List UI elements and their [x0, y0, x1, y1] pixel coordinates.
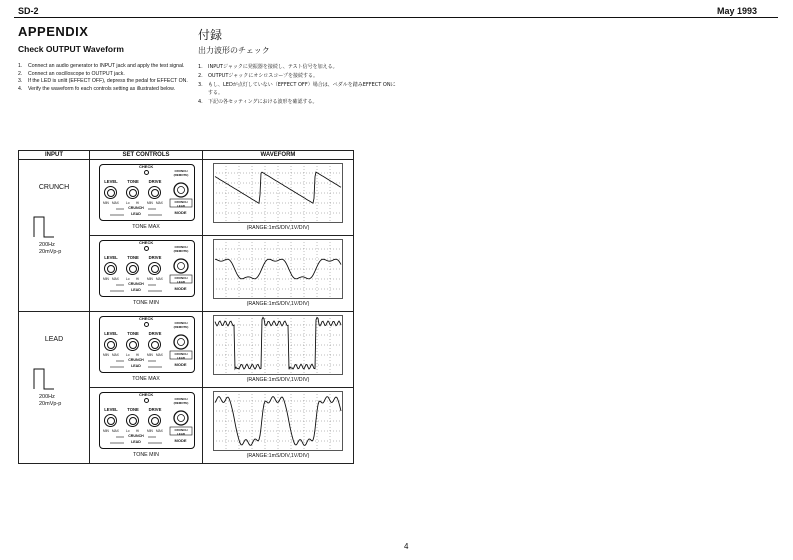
check-label: CHECK	[139, 316, 154, 321]
crunch-bracket-label: CRUNCH	[128, 282, 144, 286]
range-caption: (RANGE:1mS/DIV,1V/DIV)	[246, 301, 310, 307]
tone-hi: Hi	[136, 429, 140, 433]
section-title: Check OUTPUT Waveform	[18, 44, 124, 54]
tone-lo: Lo	[126, 353, 130, 357]
steps-jp	[198, 63, 398, 107]
drive-min: MIN	[147, 277, 153, 281]
crunch-bracket-label: CRUNCH	[128, 358, 144, 362]
header-doc-id: SD-2	[18, 6, 39, 16]
level-label: LEVEL	[104, 179, 118, 184]
step-item-jp: 3. もし、LEDが点灯していない（EFFECT OFF）場合は、ペダルを踏みEFFECT ONにする。	[198, 82, 396, 96]
mode-option-crunch: CRUNCH	[174, 428, 188, 432]
controls-caption: TONE MAX	[132, 376, 160, 382]
drive-min: MIN	[147, 429, 153, 433]
col-header-controls: SET CONTROLS	[90, 151, 203, 160]
step-item-jp: 4. 下記の各セッティングにおける波形を確認する。	[198, 99, 318, 105]
control-panel	[99, 164, 195, 221]
step-item-jp: 2. OUTPUTジャックにオシロスコープを接続する。	[198, 73, 319, 79]
range-caption: (RANGE:1mS/DIV,1V/DIV)	[246, 377, 310, 383]
tone-label: TONE	[127, 407, 139, 412]
col-header-waveform: WAVEFORM	[203, 151, 354, 160]
waveform-cell	[203, 312, 354, 388]
tone-lo: Lo	[126, 429, 130, 433]
page-title: APPENDIX	[18, 24, 89, 39]
page-number: 4	[404, 542, 409, 551]
check-label: CHECK	[139, 392, 154, 397]
mode-label: MODE	[174, 210, 187, 215]
step-item: 3. If the LED is unlit (EFFECT OFF), depress the pedal for EFFECT ON.	[18, 78, 188, 85]
controls-cell	[90, 236, 203, 312]
tone-label: TONE	[127, 331, 139, 336]
step-item: 2. Connect an oscilloscope to OUTPUT jack.	[18, 70, 125, 77]
control-panel	[99, 240, 195, 297]
level-min: MIN	[103, 353, 109, 357]
col-header-input: INPUT	[19, 151, 90, 160]
lead-bracket-label: LEAD	[131, 288, 141, 292]
step-item-jp: 1. INPUTジャックに発振器を接続し、テスト信号を加える。	[198, 64, 338, 70]
level-max: MAX	[112, 429, 119, 433]
control-panel	[99, 392, 195, 449]
tone-hi: Hi	[136, 277, 140, 281]
tone-hi: Hi	[136, 201, 140, 205]
tone-hi: Hi	[136, 353, 140, 357]
level-min: MIN	[103, 277, 109, 281]
controls-cell	[90, 312, 203, 388]
drive-min: MIN	[147, 353, 153, 357]
level-label: LEVEL	[104, 407, 118, 412]
level-min: MIN	[103, 201, 109, 205]
steps-en	[18, 63, 188, 93]
mode-crunch-remote: CRUNCH (REMOTE)	[173, 169, 189, 177]
drive-max: MAX	[156, 201, 163, 205]
mode-crunch-remote: CRUNCH (REMOTE)	[173, 397, 189, 405]
tone-lo: Lo	[126, 277, 130, 281]
controls-cell	[90, 160, 203, 236]
oscilloscope-trace	[213, 163, 343, 223]
controls-caption: TONE MAX	[132, 224, 160, 230]
square-wave-icon	[33, 368, 55, 390]
input-signal: 200Hz 20mVp-p	[39, 394, 62, 407]
header-date: May 1993	[717, 6, 758, 16]
section-title-jp: 出力波形のチェック	[198, 46, 270, 55]
waveform-cell	[203, 388, 354, 464]
controls-cell	[90, 388, 203, 464]
mode-label: MODE	[174, 286, 187, 291]
crunch-bracket-label: CRUNCH	[128, 434, 144, 438]
waveform-cell	[203, 236, 354, 312]
control-panel	[99, 316, 195, 373]
mode-crunch-remote: CRUNCH (REMOTE)	[173, 245, 189, 253]
mode-option-lead: LEAD	[176, 204, 186, 208]
oscilloscope-trace	[213, 315, 343, 375]
level-min: MIN	[103, 429, 109, 433]
mode-label: MODE	[174, 362, 187, 367]
input-cell-crunch	[19, 160, 90, 312]
check-label: CHECK	[139, 240, 154, 245]
tone-lo: Lo	[126, 201, 130, 205]
input-signal: 200Hz 20mVp-p	[39, 242, 62, 255]
level-max: MAX	[112, 353, 119, 357]
lead-bracket-label: LEAD	[131, 364, 141, 368]
range-caption: (RANGE:1mS/DIV,1V/DIV)	[246, 453, 310, 459]
drive-label: DRIVE	[148, 407, 162, 412]
input-label: LEAD	[44, 336, 64, 343]
square-wave-icon	[33, 216, 55, 238]
waveform-line	[215, 317, 341, 369]
level-max: MAX	[112, 201, 119, 205]
drive-label: DRIVE	[148, 255, 162, 260]
waveform-table	[18, 150, 354, 464]
drive-max: MAX	[156, 353, 163, 357]
input-label: CRUNCH	[38, 184, 70, 191]
controls-caption: TONE MIN	[133, 452, 159, 458]
mode-option-crunch: CRUNCH	[174, 352, 188, 356]
header-rule	[14, 17, 778, 18]
waveform-cell	[203, 160, 354, 236]
mode-label: MODE	[174, 438, 187, 443]
input-cell-lead	[19, 312, 90, 464]
mode-option-crunch: CRUNCH	[174, 276, 188, 280]
step-item: 4. Verify the waveform fo each controls setting as illustrated below.	[18, 85, 176, 92]
level-label: LEVEL	[104, 331, 118, 336]
drive-label: DRIVE	[148, 331, 162, 336]
mode-crunch-remote: CRUNCH (REMOTE)	[173, 321, 189, 329]
oscilloscope-trace	[213, 391, 343, 451]
drive-min: MIN	[147, 201, 153, 205]
mode-option-lead: LEAD	[176, 356, 186, 360]
drive-max: MAX	[156, 277, 163, 281]
tone-label: TONE	[127, 179, 139, 184]
drive-label: DRIVE	[148, 179, 162, 184]
lead-bracket-label: LEAD	[131, 440, 141, 444]
range-caption: (RANGE:1mS/DIV,1V/DIV)	[246, 225, 310, 231]
step-item: 1. Connect an audio generator to INPUT jack and apply the test signal.	[18, 63, 185, 69]
page-title-jp: 付録	[198, 28, 223, 42]
lead-bracket-label: LEAD	[131, 212, 141, 216]
oscilloscope-trace	[213, 239, 343, 299]
crunch-bracket-label: CRUNCH	[128, 206, 144, 210]
check-label: CHECK	[139, 164, 154, 169]
mode-option-lead: LEAD	[176, 280, 186, 284]
drive-max: MAX	[156, 429, 163, 433]
mode-option-lead: LEAD	[176, 432, 186, 436]
mode-option-crunch: CRUNCH	[174, 200, 188, 204]
tone-label: TONE	[127, 255, 139, 260]
level-label: LEVEL	[104, 255, 118, 260]
controls-caption: TONE MIN	[133, 300, 159, 306]
level-max: MAX	[112, 277, 119, 281]
